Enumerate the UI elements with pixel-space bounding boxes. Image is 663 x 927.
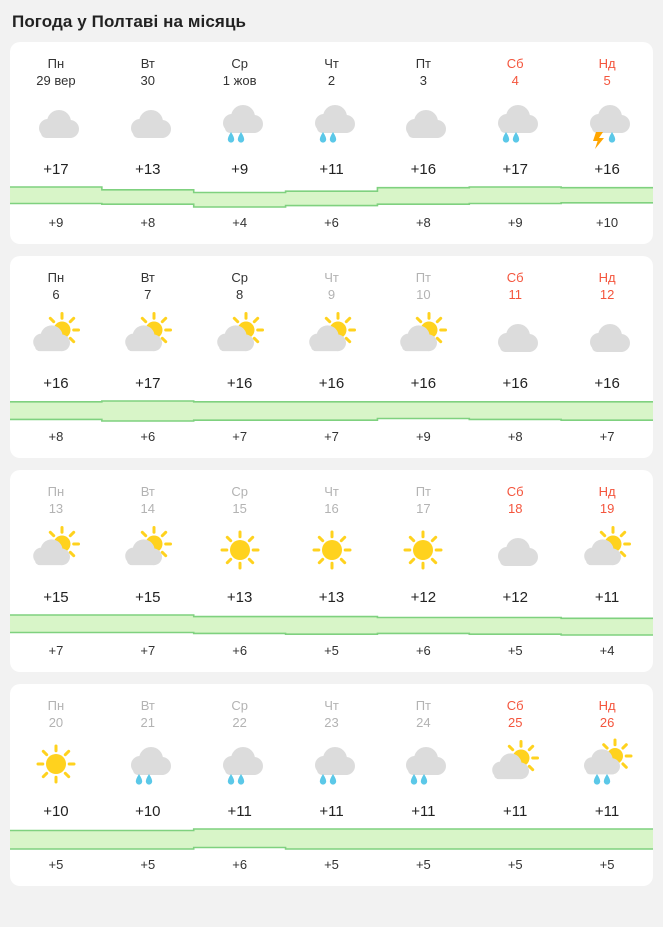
day-icon-cell — [377, 736, 469, 798]
max-temperature: +16 — [410, 161, 437, 178]
day-column[interactable] — [377, 470, 469, 522]
day-max-cell — [469, 156, 561, 184]
day-icon-cell — [377, 94, 469, 156]
day-column[interactable] — [10, 42, 102, 94]
day-name: Чт — [324, 484, 339, 499]
week-min-temp-row — [10, 424, 653, 458]
day-max-cell — [469, 584, 561, 612]
rain-icon — [212, 736, 268, 792]
day-column[interactable] — [561, 684, 653, 736]
day-name: Пт — [415, 270, 432, 285]
sun-cloud-icon — [28, 522, 84, 578]
max-temperature: +17 — [502, 161, 528, 178]
day-name: Вт — [140, 484, 155, 499]
day-name: Нд — [598, 56, 616, 71]
day-min-cell — [377, 210, 469, 244]
max-temperature: +15 — [135, 589, 161, 606]
max-temperature: +10 — [43, 803, 69, 820]
max-temperature: +13 — [135, 161, 161, 178]
day-name: Нд — [598, 698, 616, 713]
day-max-cell — [377, 156, 469, 184]
week-min-temp-row — [10, 210, 653, 244]
day-name: Ср — [231, 698, 248, 713]
day-max-cell — [561, 798, 653, 826]
day-min-cell — [286, 424, 378, 458]
day-column[interactable] — [194, 256, 286, 308]
day-icon-cell — [469, 736, 561, 798]
day-number: 19 — [599, 501, 615, 516]
min-temperature: +7 — [48, 643, 64, 658]
day-name: Сб — [506, 270, 524, 285]
day-icon-cell — [194, 736, 286, 798]
day-icon-cell — [469, 522, 561, 584]
day-max-cell — [10, 156, 102, 184]
day-icon-cell — [10, 736, 102, 798]
min-temperature: +9 — [48, 215, 64, 230]
day-column[interactable] — [102, 684, 194, 736]
day-max-cell — [286, 156, 378, 184]
rain-icon — [120, 736, 176, 792]
day-column[interactable] — [286, 256, 378, 308]
day-icon-cell — [194, 94, 286, 156]
min-temperature: +6 — [140, 429, 156, 444]
rain-icon — [212, 94, 268, 150]
day-name: Пн — [47, 698, 65, 713]
day-max-cell — [377, 584, 469, 612]
day-max-cell — [286, 798, 378, 826]
day-min-cell — [10, 424, 102, 458]
day-min-cell — [561, 424, 653, 458]
max-temperature: +9 — [231, 161, 249, 178]
day-max-cell — [102, 584, 194, 612]
cloud-icon — [579, 308, 635, 364]
max-temperature: +11 — [319, 161, 344, 178]
min-temperature: +8 — [48, 429, 64, 444]
day-number: 29 вер — [36, 73, 76, 88]
day-name: Пн — [47, 270, 65, 285]
max-temperature: +17 — [43, 161, 69, 178]
day-number: 8 — [236, 287, 244, 302]
day-column[interactable] — [286, 42, 378, 94]
min-temperature: +8 — [140, 215, 156, 230]
day-column[interactable] — [469, 470, 561, 522]
week-block — [10, 256, 653, 458]
max-temperature: +11 — [594, 803, 620, 820]
week-block — [10, 42, 653, 244]
day-number: 7 — [144, 287, 152, 302]
day-min-cell — [377, 424, 469, 458]
rain-icon — [487, 94, 543, 150]
week-icon-row — [10, 94, 653, 156]
day-column[interactable] — [286, 470, 378, 522]
rain-icon — [395, 736, 451, 792]
day-icon-cell — [286, 308, 378, 370]
day-max-cell — [10, 370, 102, 398]
day-name: Нд — [598, 484, 616, 499]
min-temperature: +5 — [324, 857, 339, 872]
week-icon-row — [10, 522, 653, 584]
day-min-cell — [469, 210, 561, 244]
day-name: Нд — [598, 270, 616, 285]
sun-cloud-icon — [395, 308, 451, 364]
day-min-cell — [286, 638, 378, 672]
day-column[interactable] — [469, 256, 561, 308]
day-min-cell — [286, 210, 378, 244]
week-icon-row — [10, 308, 653, 370]
day-icon-cell — [286, 736, 378, 798]
day-icon-cell — [286, 522, 378, 584]
max-temperature: +16 — [226, 375, 253, 392]
min-temperature: +5 — [507, 643, 523, 658]
rain-icon — [304, 736, 360, 792]
sun-icon — [28, 736, 84, 792]
sun-cloud-rain-icon — [579, 736, 635, 792]
day-number: 1 жов — [222, 73, 257, 88]
day-min-cell — [102, 852, 194, 886]
temperature-band — [10, 826, 653, 852]
day-number: 5 — [603, 73, 611, 88]
day-name: Пн — [47, 484, 65, 499]
day-number: 21 — [140, 715, 156, 730]
day-column[interactable] — [561, 256, 653, 308]
min-temperature: +7 — [599, 429, 615, 444]
max-temperature: +16 — [410, 375, 437, 392]
rain-icon — [304, 94, 360, 150]
day-column[interactable] — [561, 42, 653, 94]
day-min-cell — [10, 638, 102, 672]
max-temperature: +13 — [318, 589, 345, 606]
day-column[interactable] — [10, 470, 102, 522]
day-min-cell — [102, 424, 194, 458]
day-column[interactable] — [377, 684, 469, 736]
day-name: Чт — [324, 270, 339, 285]
day-max-cell — [194, 798, 286, 826]
max-temperature: +16 — [318, 375, 345, 392]
day-min-cell — [561, 852, 653, 886]
day-max-cell — [469, 798, 561, 826]
sun-cloud-icon — [212, 308, 268, 364]
day-name: Вт — [140, 270, 155, 285]
day-max-cell — [286, 370, 378, 398]
day-icon-cell — [469, 94, 561, 156]
week-max-temp-row — [10, 798, 653, 826]
max-temperature: +16 — [594, 161, 620, 178]
max-temperature: +12 — [410, 589, 437, 606]
day-number: 10 — [416, 287, 431, 302]
week-header-row — [10, 42, 653, 94]
day-max-cell — [469, 370, 561, 398]
week-block — [10, 470, 653, 672]
day-name: Сб — [506, 484, 524, 499]
day-min-cell — [194, 638, 286, 672]
day-name: Пт — [415, 56, 432, 71]
day-number: 30 — [140, 73, 156, 88]
cloud-icon — [120, 94, 176, 150]
day-name: Вт — [140, 56, 155, 71]
min-temperature: +6 — [232, 857, 248, 872]
day-icon-cell — [561, 94, 653, 156]
day-icon-cell — [102, 308, 194, 370]
day-icon-cell — [561, 736, 653, 798]
day-column[interactable] — [194, 42, 286, 94]
day-column[interactable] — [561, 470, 653, 522]
min-temperature: +8 — [507, 429, 523, 444]
day-column[interactable] — [286, 684, 378, 736]
day-icon-cell — [377, 522, 469, 584]
min-temperature: +5 — [324, 643, 339, 658]
week-max-temp-row — [10, 370, 653, 398]
day-min-cell — [561, 210, 653, 244]
day-max-cell — [377, 798, 469, 826]
day-max-cell — [561, 156, 653, 184]
day-number: 9 — [327, 287, 336, 302]
day-max-cell — [10, 798, 102, 826]
day-number: 18 — [507, 501, 523, 516]
day-column[interactable] — [194, 470, 286, 522]
max-temperature: +16 — [43, 375, 69, 392]
sun-cloud-icon — [304, 308, 360, 364]
min-temperature: +4 — [232, 215, 248, 230]
day-max-cell — [286, 584, 378, 612]
week-max-temp-row — [10, 584, 653, 612]
week-header-row — [10, 684, 653, 736]
min-temperature: +7 — [232, 429, 248, 444]
day-min-cell — [469, 638, 561, 672]
day-icon-cell — [10, 94, 102, 156]
day-min-cell — [377, 638, 469, 672]
day-max-cell — [102, 156, 194, 184]
max-temperature: +11 — [411, 803, 436, 820]
max-temperature: +11 — [227, 803, 252, 820]
day-column[interactable] — [102, 42, 194, 94]
min-temperature: +5 — [507, 857, 523, 872]
week-max-temp-row — [10, 156, 653, 184]
day-min-cell — [102, 210, 194, 244]
day-number: 22 — [232, 715, 247, 730]
week-header-row — [10, 470, 653, 522]
cloud-icon — [487, 522, 543, 578]
day-column[interactable] — [377, 256, 469, 308]
cloud-icon — [487, 308, 543, 364]
sun-icon — [304, 522, 360, 578]
max-temperature: +16 — [502, 375, 528, 392]
day-icon-cell — [286, 94, 378, 156]
max-temperature: +11 — [594, 589, 620, 606]
day-max-cell — [561, 584, 653, 612]
day-min-cell — [469, 852, 561, 886]
day-column[interactable] — [469, 42, 561, 94]
min-temperature: +5 — [415, 857, 431, 872]
min-temperature: +9 — [415, 429, 431, 444]
day-min-cell — [469, 424, 561, 458]
day-max-cell — [10, 584, 102, 612]
sun-icon — [212, 522, 268, 578]
day-icon-cell — [469, 308, 561, 370]
day-number: 3 — [419, 73, 427, 88]
max-temperature: +16 — [594, 375, 620, 392]
max-temperature: +11 — [503, 803, 528, 820]
day-number: 14 — [140, 501, 156, 516]
day-column[interactable] — [194, 684, 286, 736]
day-max-cell — [194, 370, 286, 398]
day-min-cell — [286, 852, 378, 886]
thunder-icon — [579, 94, 635, 150]
min-temperature: +6 — [415, 643, 431, 658]
day-icon-cell — [10, 308, 102, 370]
min-temperature: +10 — [596, 215, 619, 230]
day-min-cell — [10, 852, 102, 886]
temperature-band — [10, 184, 653, 210]
max-temperature: +12 — [502, 589, 528, 606]
day-min-cell — [377, 852, 469, 886]
day-max-cell — [194, 156, 286, 184]
day-icon-cell — [194, 308, 286, 370]
min-temperature: +4 — [599, 643, 615, 658]
weeks-container — [0, 42, 663, 886]
min-temperature: +8 — [415, 215, 431, 230]
min-temperature: +5 — [599, 857, 615, 872]
day-number: 4 — [511, 73, 519, 88]
min-temperature: +5 — [48, 857, 64, 872]
day-min-cell — [194, 424, 286, 458]
day-max-cell — [377, 370, 469, 398]
day-icon-cell — [102, 522, 194, 584]
day-name: Сб — [506, 698, 524, 713]
max-temperature: +15 — [43, 589, 69, 606]
day-icon-cell — [194, 522, 286, 584]
day-name: Ср — [231, 270, 248, 285]
min-temperature: +6 — [232, 643, 248, 658]
temperature-band — [10, 612, 653, 638]
week-icon-row — [10, 736, 653, 798]
min-temperature: +5 — [140, 857, 156, 872]
day-number: 20 — [48, 715, 64, 730]
sun-icon — [395, 522, 451, 578]
day-number: 26 — [599, 715, 615, 730]
day-column[interactable] — [10, 256, 102, 308]
week-min-temp-row — [10, 852, 653, 886]
day-number: 25 — [507, 715, 523, 730]
sun-cloud-icon — [120, 308, 176, 364]
sun-cloud-icon — [28, 308, 84, 364]
cloud-icon — [395, 94, 451, 150]
min-temperature: +7 — [140, 643, 156, 658]
day-icon-cell — [102, 736, 194, 798]
day-name: Пн — [47, 56, 65, 71]
cloud-icon — [28, 94, 84, 150]
sun-cloud-icon — [487, 736, 543, 792]
day-number: 24 — [416, 715, 431, 730]
day-number: 17 — [416, 501, 431, 516]
day-icon-cell — [10, 522, 102, 584]
day-number: 15 — [232, 501, 247, 516]
day-column[interactable] — [102, 256, 194, 308]
day-column[interactable] — [469, 684, 561, 736]
min-temperature: +7 — [324, 429, 339, 444]
day-name: Ср — [231, 56, 248, 71]
min-temperature: +6 — [324, 215, 339, 230]
min-temperature: +9 — [507, 215, 523, 230]
day-column[interactable] — [102, 470, 194, 522]
day-column[interactable] — [10, 684, 102, 736]
day-number: 2 — [327, 73, 336, 88]
week-header-row — [10, 256, 653, 308]
day-icon-cell — [561, 522, 653, 584]
day-number: 16 — [324, 501, 339, 516]
day-min-cell — [10, 210, 102, 244]
sun-cloud-icon — [120, 522, 176, 578]
day-name: Чт — [324, 698, 339, 713]
max-temperature: +17 — [135, 375, 161, 392]
week-block — [10, 684, 653, 886]
day-icon-cell — [102, 94, 194, 156]
sun-cloud-icon — [579, 522, 635, 578]
week-min-temp-row — [10, 638, 653, 672]
day-column[interactable] — [377, 42, 469, 94]
day-number: 12 — [599, 287, 615, 302]
day-name: Пт — [415, 484, 432, 499]
day-name: Сб — [506, 56, 524, 71]
max-temperature: +13 — [226, 589, 253, 606]
day-min-cell — [194, 210, 286, 244]
day-max-cell — [561, 370, 653, 398]
page-title: Погода у Полтаві на місяць — [12, 12, 247, 31]
day-number: 11 — [508, 287, 522, 302]
day-number: 6 — [52, 287, 60, 302]
temperature-band — [10, 398, 653, 424]
day-name: Ср — [231, 484, 248, 499]
day-name: Чт — [324, 56, 339, 71]
day-min-cell — [561, 638, 653, 672]
day-number: 13 — [48, 501, 64, 516]
day-icon-cell — [377, 308, 469, 370]
day-max-cell — [194, 584, 286, 612]
max-temperature: +11 — [319, 803, 344, 820]
day-number: 23 — [324, 715, 339, 730]
day-max-cell — [102, 798, 194, 826]
day-icon-cell — [561, 308, 653, 370]
day-min-cell — [102, 638, 194, 672]
day-min-cell — [194, 852, 286, 886]
day-name: Пт — [415, 698, 432, 713]
max-temperature: +10 — [135, 803, 161, 820]
day-max-cell — [102, 370, 194, 398]
day-name: Вт — [140, 698, 155, 713]
